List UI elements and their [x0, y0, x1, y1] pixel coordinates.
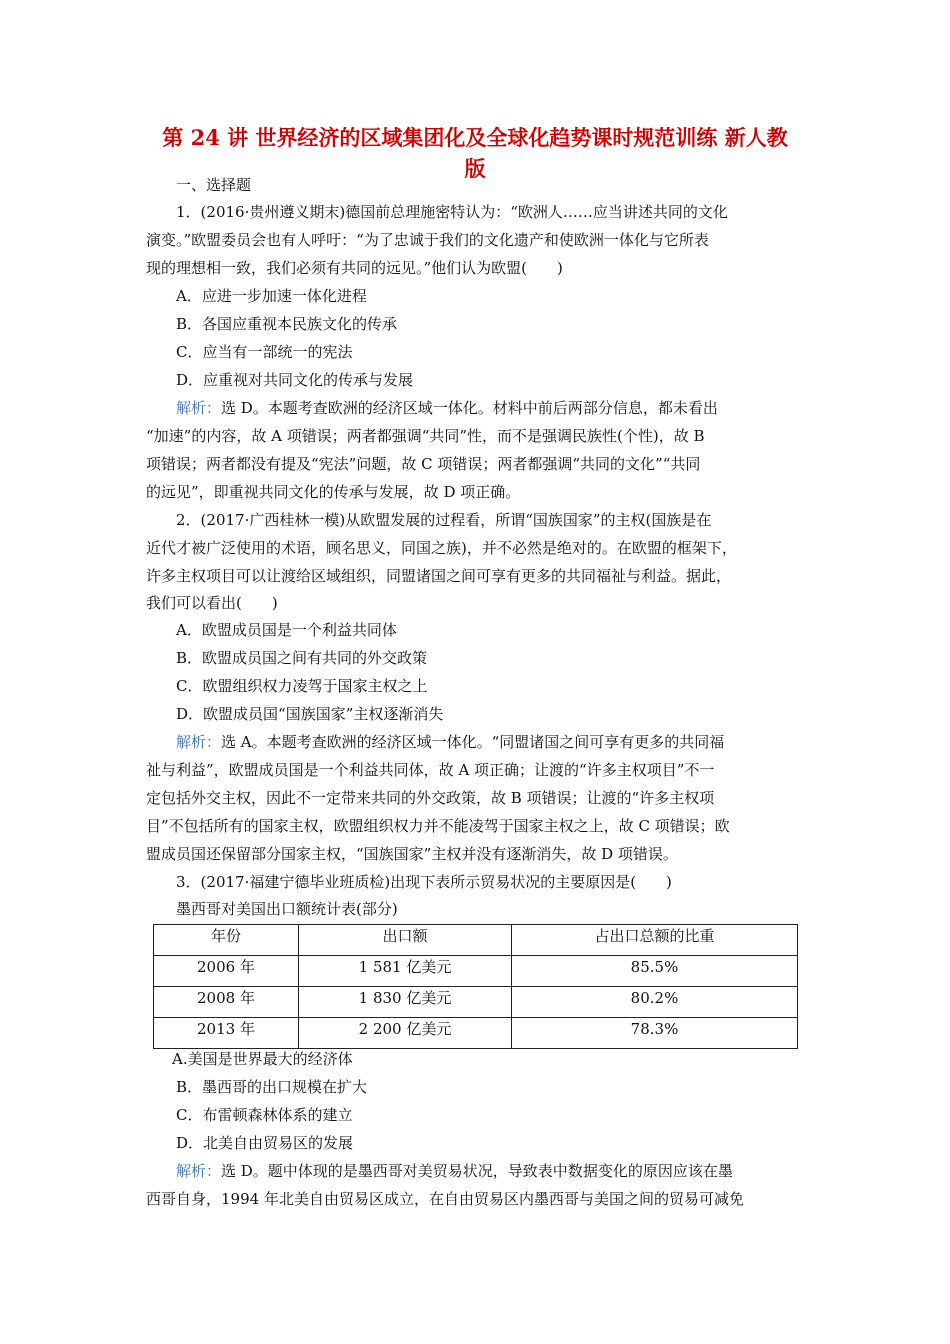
section-heading: 一、选择题	[176, 176, 252, 194]
q1-analysis-line-3: 项错误；两者都没有提及“宪法”问题，故 C 项错误；两者都强调“共同的文化”“共同	[146, 455, 701, 473]
analysis-label: 解析：	[176, 733, 222, 751]
analysis-label: 解析：	[176, 399, 222, 417]
q1-analysis-text: 选 D。本题考查欧洲的经济区域一体化。材料中前后两部分信息，都未看出	[221, 399, 718, 417]
q2-stem-line-4: 我们可以看出( )	[146, 594, 278, 612]
q1-option-c: C．应当有一部统一的宪法	[176, 343, 353, 361]
q3-analysis-line-2: 西哥自身，1994 年北美自由贸易区成立，在自由贸易区内墨西哥与美国之间的贸易可减免	[146, 1190, 744, 1208]
analysis-label: 解析：	[176, 1162, 222, 1180]
q2-option-c: C．欧盟组织权力凌驾于国家主权之上	[176, 677, 428, 695]
table-cell: 80.2%	[512, 987, 798, 1018]
q3-option-a: A.美国是世界最大的经济体	[172, 1050, 353, 1068]
title-line-2: 版	[464, 156, 486, 181]
table-cell: 78.3%	[512, 1018, 798, 1049]
q3-table-caption: 墨西哥对美国出口额统计表(部分)	[176, 900, 398, 918]
table-cell: 85.5%	[512, 956, 798, 987]
q1-stem-line-1: 1．(2016·贵州遵义期末)德国前总理施密特认为：“欧洲人……应当讲述共同的文化	[176, 203, 728, 221]
q2-option-b: B．欧盟成员国之间有共同的外交政策	[176, 649, 428, 667]
table-cell: 2006 年	[154, 956, 299, 987]
q1-analysis-line-4: 的远见”，即重视共同文化的传承与发展，故 D 项正确。	[146, 483, 521, 501]
q2-option-a: A．欧盟成员国是一个利益共同体	[176, 621, 397, 639]
q2-analysis-first	[176, 731, 724, 752]
q3-analysis-text: 选 D。题中体现的是墨西哥对美贸易状况，导致表中数据变化的原因应该在墨	[221, 1162, 733, 1180]
table-header-cell: 出口额	[299, 925, 512, 956]
table-header-row	[154, 925, 798, 956]
export-table	[153, 924, 798, 1049]
q2-analysis-line-5: 盟成员国还保留部分国家主权，“国族国家”主权并没有逐渐消失，故 D 项错误。	[146, 845, 678, 863]
q3-option-b: B．墨西哥的出口规模在扩大	[176, 1078, 368, 1096]
q1-option-b: B．各国应重视本民族文化的传承	[176, 315, 398, 333]
table-row	[154, 956, 798, 987]
title-line-1: 第 24 讲 世界经济的区域集团化及全球化趋势课时规范训练 新人教	[162, 125, 788, 150]
table-cell: 2 200 亿美元	[299, 1018, 512, 1049]
q1-stem-line-3: 现的理想相一致，我们必须有共同的远见。”他们认为欧盟( )	[146, 259, 563, 277]
q1-option-d: D．应重视对共同文化的传承与发展	[176, 371, 414, 389]
q1-analysis-line-2: “加速”的内容，故 A 项错误；两者都强调“共同”性，而不是强调民族性(个性)，故 B	[146, 427, 705, 445]
table-cell: 1 581 亿美元	[299, 956, 512, 987]
q2-stem-line-2: 近代才被广泛使用的术语，顾名思义，同国之族)，并不必然是绝对的。在欧盟的框架下，	[146, 539, 737, 557]
q2-stem-line-3: 许多主权项目可以让渡给区域组织，同盟诸国之间可享有更多的共同福祉与利益。据此，	[146, 567, 732, 585]
table-header-cell: 年份	[154, 925, 299, 956]
q3-stem: 3．(2017·福建宁德毕业班质检)出现下表所示贸易状况的主要原因是( )	[176, 873, 672, 891]
table-row	[154, 1018, 798, 1049]
q3-option-c: C．布雷顿森林体系的建立	[176, 1106, 353, 1124]
table-row	[154, 987, 798, 1018]
table-cell: 1 830 亿美元	[299, 987, 512, 1018]
q2-analysis-line-4: 目”不包括所有的国家主权，欧盟组织权力并不能凌驾于国家主权之上，故 C 项错误；欧	[146, 817, 730, 835]
q2-analysis-text: 选 A。本题考查欧洲的经济区域一体化。“同盟诸国之间可享有更多的共同福	[221, 733, 725, 751]
q1-stem-line-2: 演变。”欧盟委员会也有人呼吁：“为了忠诚于我们的文化遗产和使欧洲一体化与它所表	[146, 231, 709, 249]
q2-stem-line-1: 2．(2017·广西桂林一模)从欧盟发展的过程看，所谓“国族国家”的主权(国族是在	[176, 511, 712, 529]
q2-analysis-line-3: 定包括外交主权，因此不一定带来共同的外交政策，故 B 项错误；让渡的“许多主权项	[146, 789, 715, 807]
table-cell: 2013 年	[154, 1018, 299, 1049]
q2-analysis-line-2: 祉与利益”，欧盟成员国是一个利益共同体，故 A 项正确；让渡的“许多主权项目”不一	[146, 761, 715, 779]
q1-analysis-first	[176, 397, 718, 418]
q3-analysis-first	[176, 1160, 733, 1181]
q2-option-d: D．欧盟成员国“国族国家”主权逐渐消失	[176, 705, 444, 723]
table-cell: 2008 年	[154, 987, 299, 1018]
table-header-cell: 占出口总额的比重	[512, 925, 798, 956]
q1-option-a: A．应进一步加速一体化进程	[176, 287, 367, 305]
q3-option-d: D．北美自由贸易区的发展	[176, 1134, 354, 1152]
